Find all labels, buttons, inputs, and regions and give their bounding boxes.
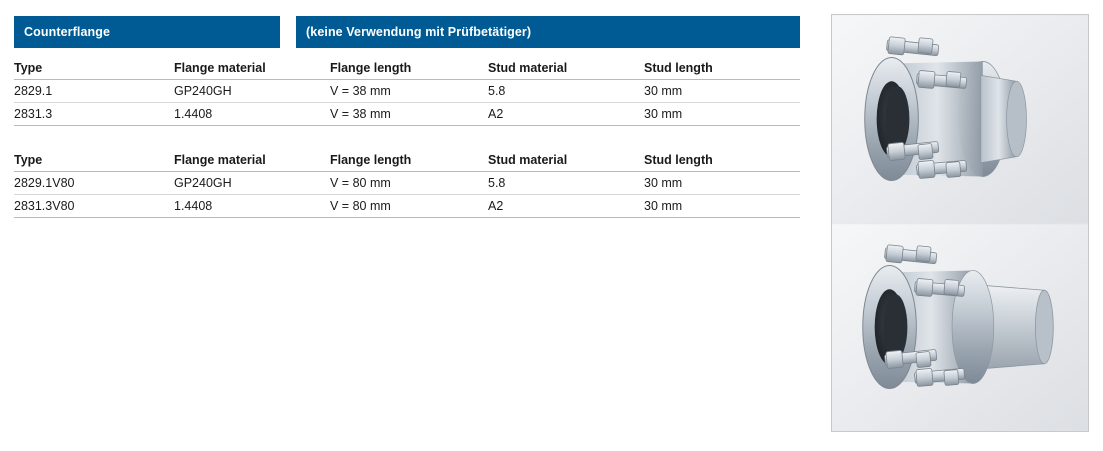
cell-stud-material: 5.8 [488,172,644,195]
cell-flange-material: 1.4408 [174,103,330,126]
cell-stud-length: 30 mm [644,195,800,218]
cell-type: 2829.1V80 [14,172,174,195]
spec-table-standard [14,58,800,126]
cell-flange-length: V = 38 mm [330,80,488,103]
product-image-panel [831,14,1089,432]
column-header-flange-material: Flange material [174,58,330,80]
cell-flange-material: GP240GH [174,172,330,195]
cell-stud-length: 30 mm [644,80,800,103]
column-header-flange-length: Flange length [330,58,488,80]
product-photo-long [832,224,1088,431]
table-row [14,195,800,218]
cell-stud-material: 5.8 [488,80,644,103]
column-header-type: Type [14,150,174,172]
specification-content [14,16,800,218]
cell-flange-length: V = 38 mm [330,103,488,126]
table-header-row [14,150,800,172]
cell-type: 2831.3V80 [14,195,174,218]
header-spacer [280,16,296,48]
cell-stud-length: 30 mm [644,103,800,126]
counterflange-long-illustration [832,224,1088,431]
table-header-row [14,58,800,80]
cell-stud-material: A2 [488,195,644,218]
section-title: Counterflange [14,16,280,48]
column-header-stud-length: Stud length [644,150,800,172]
cell-stud-material: A2 [488,103,644,126]
cell-type: 2831.3 [14,103,174,126]
column-header-stud-material: Stud material [488,150,644,172]
cell-flange-length: V = 80 mm [330,195,488,218]
cell-stud-length: 30 mm [644,172,800,195]
counterflange-short-illustration [832,15,1088,224]
product-photo-short [832,15,1088,224]
table-row [14,172,800,195]
table-row [14,103,800,126]
column-header-flange-material: Flange material [174,150,330,172]
cell-flange-material: GP240GH [174,80,330,103]
column-header-stud-length: Stud length [644,58,800,80]
section-header-bar [14,16,800,48]
cell-flange-length: V = 80 mm [330,172,488,195]
column-header-stud-material: Stud material [488,58,644,80]
cell-flange-material: 1.4408 [174,195,330,218]
column-header-flange-length: Flange length [330,150,488,172]
spec-table-v80 [14,150,800,218]
table-row [14,80,800,103]
column-header-type: Type [14,58,174,80]
cell-type: 2829.1 [14,80,174,103]
section-note: (keine Verwendung mit Prüfbetätiger) [296,16,800,48]
